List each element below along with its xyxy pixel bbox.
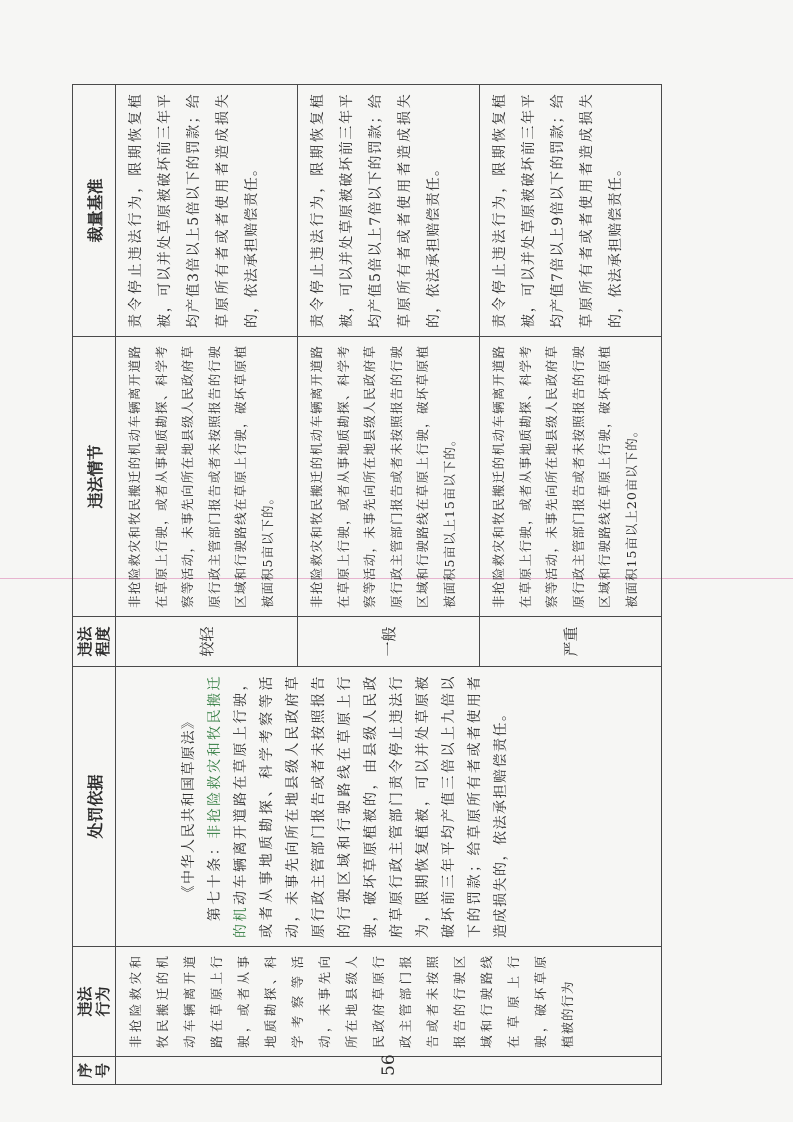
circumstance-light: 非抢险救灾和牧民搬迁的机动车辆离开道路在草原上行驶，或者从事地质勘探、科学考察等活动，未事先向所在地县级人民政府草原行政主管部门报告或者未按照报告的行驶区域和行驶路线在草原上行驶，破坏草原植被面积5亩以下的。 [116, 337, 298, 617]
header-degree: 违法 程度 [73, 617, 116, 667]
degree-general: 一般 [298, 617, 480, 667]
degree-light: 较轻 [116, 617, 298, 667]
table-row [116, 85, 298, 1085]
law-title: 《中华人民共和国草原法》 [181, 713, 197, 900]
rotated-table-container [72, 85, 662, 1085]
highlighted-text: 非抢险救灾和牧民搬迁的机 [207, 674, 249, 938]
header-standard: 裁量基准 [73, 85, 116, 337]
header-seq: 序号 [73, 1057, 116, 1085]
circumstance-general: 非抢险救灾和牧民搬迁的机动车辆离开道路在草原上行驶，或者从事地质勘探、科学考察等活动，未事先向所在地县级人民政府草原行政主管部门报告或者未按照报告的行驶区域和行驶路线在草原上行驶，破坏草原植被面积5亩以上15亩以下的。 [298, 337, 480, 617]
degree-severe: 严重 [480, 617, 662, 667]
header-behavior: 违法 行为 [73, 947, 116, 1057]
header-circumstance: 违法情节 [73, 337, 116, 617]
standard-general: 责令停止违法行为，限期恢复植被，可以并处草原被破坏前三年平均产值5倍以上7倍以下的罚款；给草原所有者或者使用者造成损失的，依法承担赔偿责任。 [298, 85, 480, 337]
standard-severe: 责令停止违法行为，限期恢复植被，可以并处草原被破坏前三年平均产值7倍以上9倍以下的罚款；给草原所有者或者使用者造成损失的，依法承担赔偿责任。 [480, 85, 662, 337]
header-basis: 处罚依据 [73, 667, 116, 947]
circumstance-severe: 非抢险救灾和牧民搬迁的机动车辆离开道路在草原上行驶，或者从事地质勘探、科学考察等活动，未事先向所在地县级人民政府草原行政主管部门报告或者未按照报告的行驶区域和行驶路线在草原上行驶，破坏草原植被面积15亩以上20亩以下的。 [480, 337, 662, 617]
illegal-behavior-text: 非抢险救灾和牧民搬迁的机动车辆离开道路在草原上行驶，或者从事地质勘探、科学考察等活动，未事先向所在地县级人民政府草原行政主管部门报告或者未按照报告的行驶区域和行驶路线在草原上行驶，破坏草原植被的行为 [116, 947, 662, 1057]
penalty-discretion-table [72, 84, 662, 1085]
standard-light: 责令停止违法行为，限期恢复植被，可以并处草原被破坏前三年平均产值3倍以上5倍以下的罚款；给草原所有者或者使用者造成损失的，依法承担赔偿责任。 [116, 85, 298, 337]
penalty-basis-cell [116, 667, 662, 947]
row-seq-number: 56 [116, 1057, 662, 1085]
table-header-row [73, 85, 116, 1085]
law-article: 第七十条：非抢险救灾和牧民搬迁的机动车辆离开道路在草原上行驶，或者从事地质勘探、科学考察等活动，未事先向所在地县级人民政府草原行政主管部门报告或者未按照报告的行驶区域和行驶路线在草原上行驶，破坏草原植被的，由县级人民政府草原行政主管部门责令停止违法行为，限期恢复植被，可以并处草原被破坏前三年平均产值三倍以上九倍以下的罚款；给草原所有者或者使用者造成损失的，依法承担赔偿责任。 [207, 674, 509, 938]
